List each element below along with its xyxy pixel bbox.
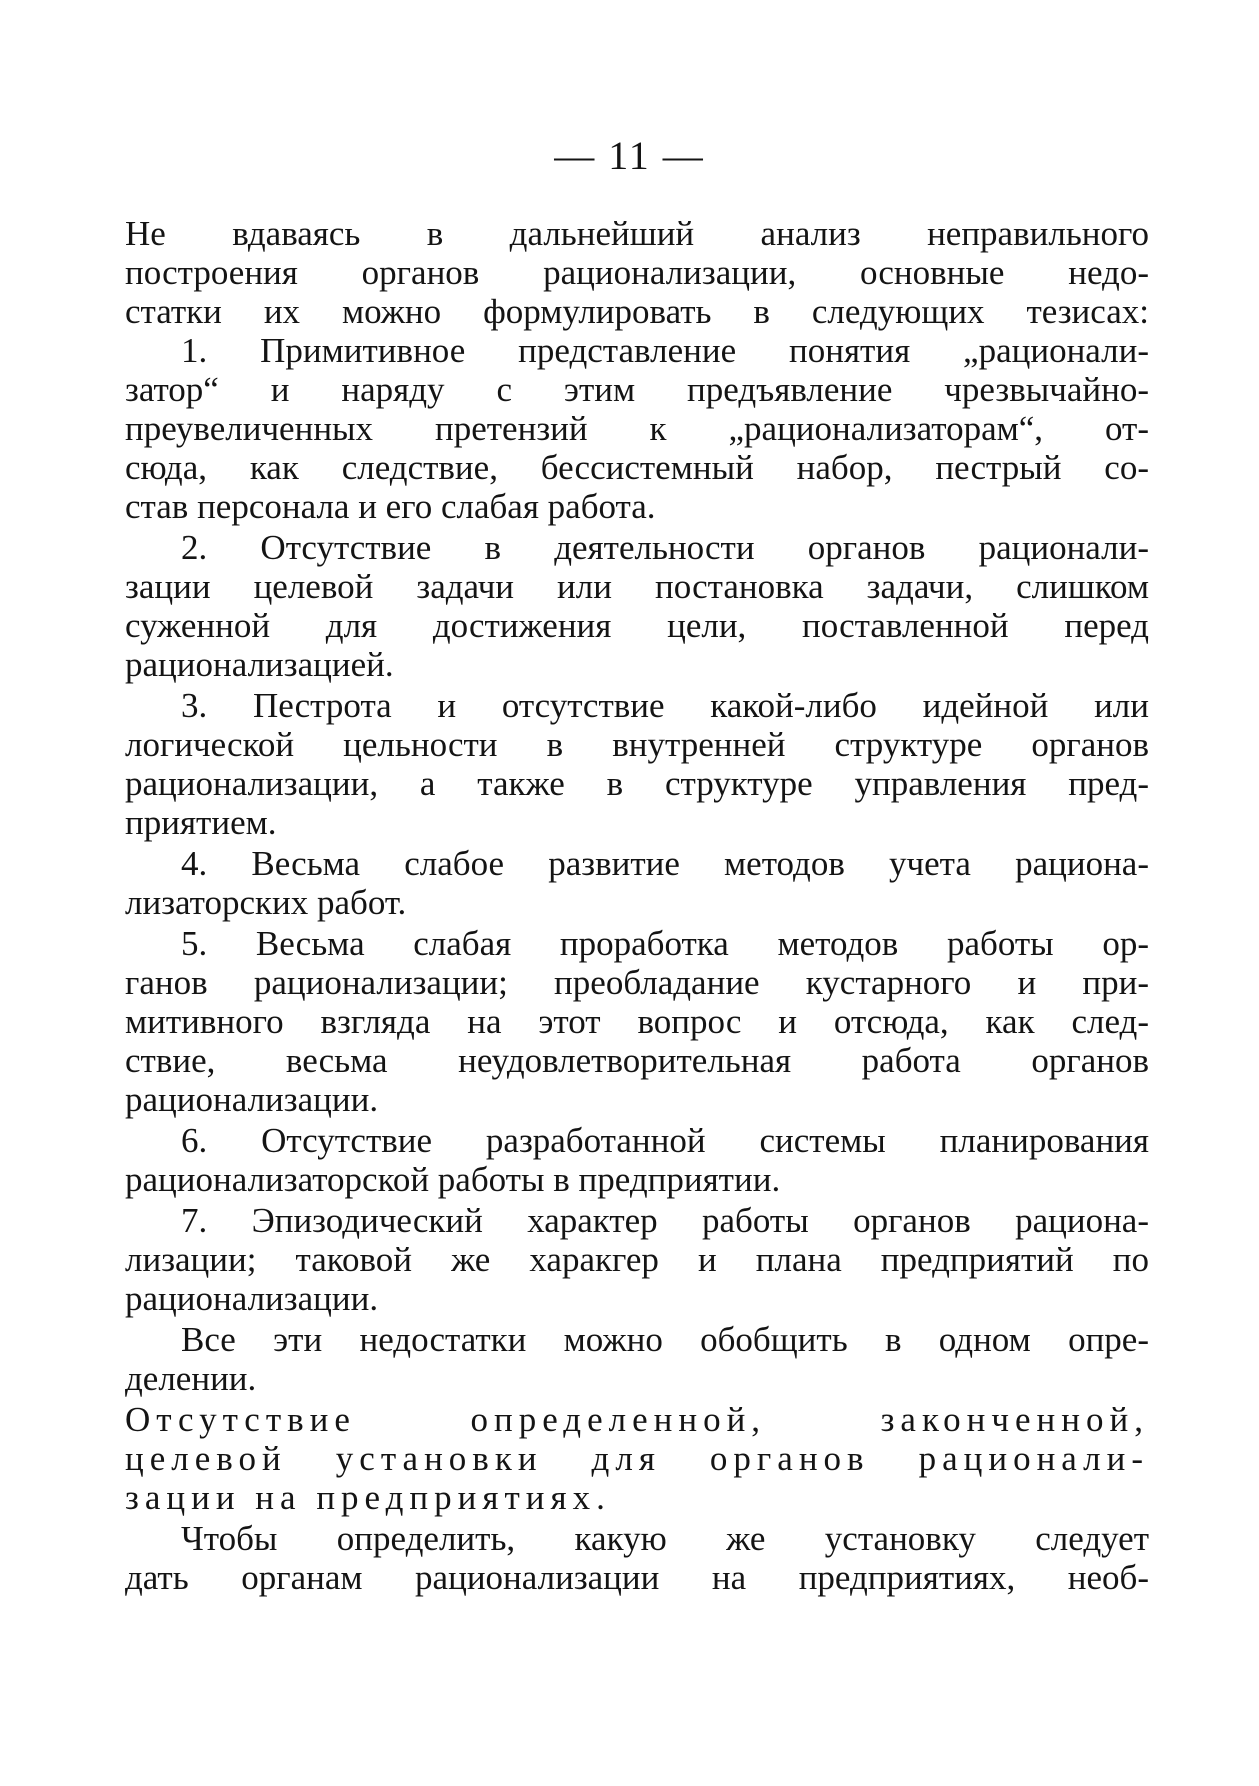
text-line: зации целевой задачи или постановка задачи, слишком [125, 567, 1149, 606]
text-line: 5. Весьма слабая проработка методов работы ор- [181, 924, 1149, 963]
text-line: 4. Весьма слабое развитие методов учета рациона- [181, 844, 1149, 883]
text-line: ствие, весьма неудовлетворительная работа органов [125, 1041, 1149, 1080]
text-line: 2. Отсутствие в деятельности органов рационали- [181, 528, 1149, 567]
text-line: 1. Примитивное представление понятия „рационали- [181, 331, 1149, 370]
text-line: ганов рационализации; преобладание кустарного и при- [125, 963, 1149, 1002]
text-line: делении. [125, 1359, 257, 1398]
text-line: рационализацией. [125, 645, 394, 684]
text-line: лизации; таковой же харакгер и плана предприятий по [125, 1240, 1149, 1279]
text-line: 3. Пестрота и отсутствие какой-либо идейной или [181, 686, 1149, 725]
text-line: 6. Отсутствие разработанной системы планирования [181, 1121, 1149, 1160]
text-line: Чтобы определить, какую же установку следует [181, 1519, 1149, 1558]
text-line: логической цельности в внутренней структуре органов [125, 725, 1149, 764]
emphasis-line: целевой установки для органов рационали- [125, 1439, 1149, 1478]
text-line: приятием. [125, 803, 277, 842]
text-line: сюда, как следствие, бессистемный набор, пестрый со- [125, 448, 1149, 487]
text-line: рационализаторской работы в предприятии. [125, 1160, 781, 1199]
text-line: дать органам рационализации на предприятиях, необ- [125, 1558, 1149, 1597]
text-line: построения органов рационализации, основные недо- [125, 253, 1149, 292]
emphasis-line: зации на предприятиях. [125, 1478, 611, 1517]
text-line: митивного взгляда на этот вопрос и отсюда, как след- [125, 1002, 1149, 1041]
page-number: — 11 — [554, 133, 705, 178]
text-line: рационализации. [125, 1080, 379, 1119]
text-line: суженной для достижения цели, поставленной перед [125, 606, 1149, 645]
text-line: рационализации, а также в структуре управления пред- [125, 764, 1149, 803]
text-line: статки их можно формулировать в следующих тезисах: [125, 292, 1149, 331]
text-line: лизаторских работ. [125, 883, 407, 922]
text-line: 7. Эпизодический характер работы органов рациона- [181, 1201, 1149, 1240]
text-line: Все эти недостатки можно обобщить в одном опре- [181, 1320, 1149, 1359]
text-line: преувеличенных претензий к „рационализаторам“, от- [125, 409, 1149, 448]
text-line: Не вдаваясь в дальнейший анализ неправильного [125, 214, 1149, 253]
text-line: затор“ и наряду с этим предъявление чрезвычайно- [125, 370, 1149, 409]
emphasis-line: Отсутствие определенной, законченной, [125, 1400, 1149, 1439]
text-line: став персонала и его слабая работа. [125, 487, 656, 526]
body-text [125, 214, 1149, 1597]
text-line: рационализации. [125, 1279, 379, 1318]
